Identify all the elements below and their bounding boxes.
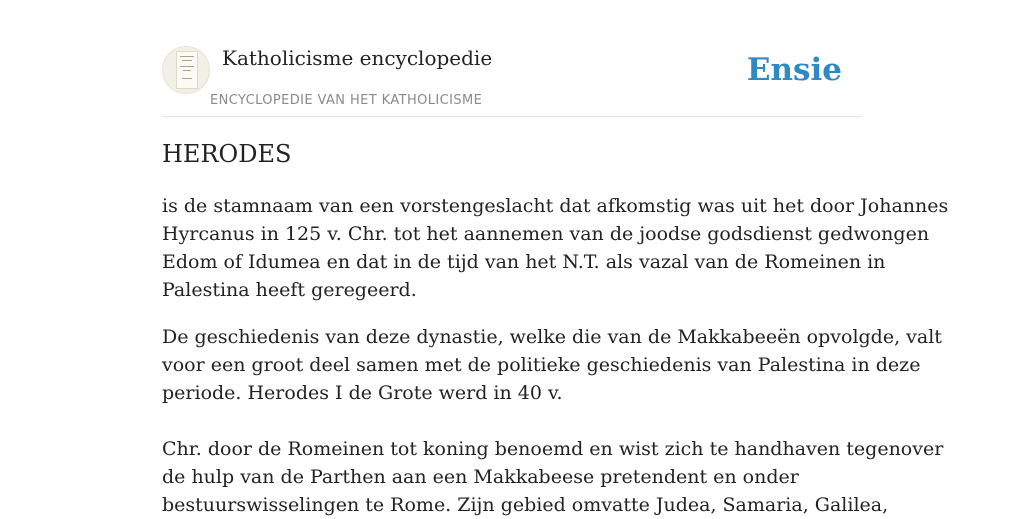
- text-line: Edom of Idumea en dat in de tijd van het N.T. als vazal van de Romeinen in: [162, 251, 886, 273]
- text-line: bestuurswisselingen te Rome. Zijn gebied omvatte Judea, Samaria, Galilea,: [162, 494, 889, 516]
- entry-paragraph-1: [162, 192, 949, 304]
- page-content: [162, 0, 949, 516]
- site-subtitle: ENCYCLOPEDIE VAN HET KATHOLICISME: [210, 93, 483, 108]
- text-line: Chr. door de Romeinen tot koning benoemd en wist zich te handhaven tegenover: [162, 438, 944, 460]
- entry-paragraph-2: [162, 323, 942, 407]
- entry-paragraph-3: [162, 435, 944, 519]
- site-header: [162, 0, 862, 117]
- text-line: de hulp van de Parthen aan een Makkabeese pretendent en onder: [162, 466, 799, 488]
- text-line: voor een groot deel samen met de politieke geschiedenis van Palestina in deze: [162, 354, 921, 376]
- site-title[interactable]: Katholicisme encyclopedie: [222, 46, 493, 70]
- text-line: is de stamnaam van een vorstengeslacht dat afkomstig was uit het door Johannes: [162, 195, 949, 217]
- text-line: Hyrcanus in 125 v. Chr. tot het aannemen van de joodse godsdienst gedwongen: [162, 223, 930, 245]
- book-cover-icon: [176, 51, 198, 89]
- ensie-brand-link[interactable]: Ensie: [746, 52, 842, 88]
- text-line: periode. Herodes I de Grote werd in 40 v.: [162, 382, 563, 404]
- site-logo[interactable]: [162, 46, 210, 94]
- entry-title: HERODES: [162, 140, 292, 168]
- text-line: De geschiedenis van deze dynastie, welke die van de Makkabeeën opvolgde, valt: [162, 326, 942, 348]
- text-line: Palestina heeft geregeerd.: [162, 279, 417, 301]
